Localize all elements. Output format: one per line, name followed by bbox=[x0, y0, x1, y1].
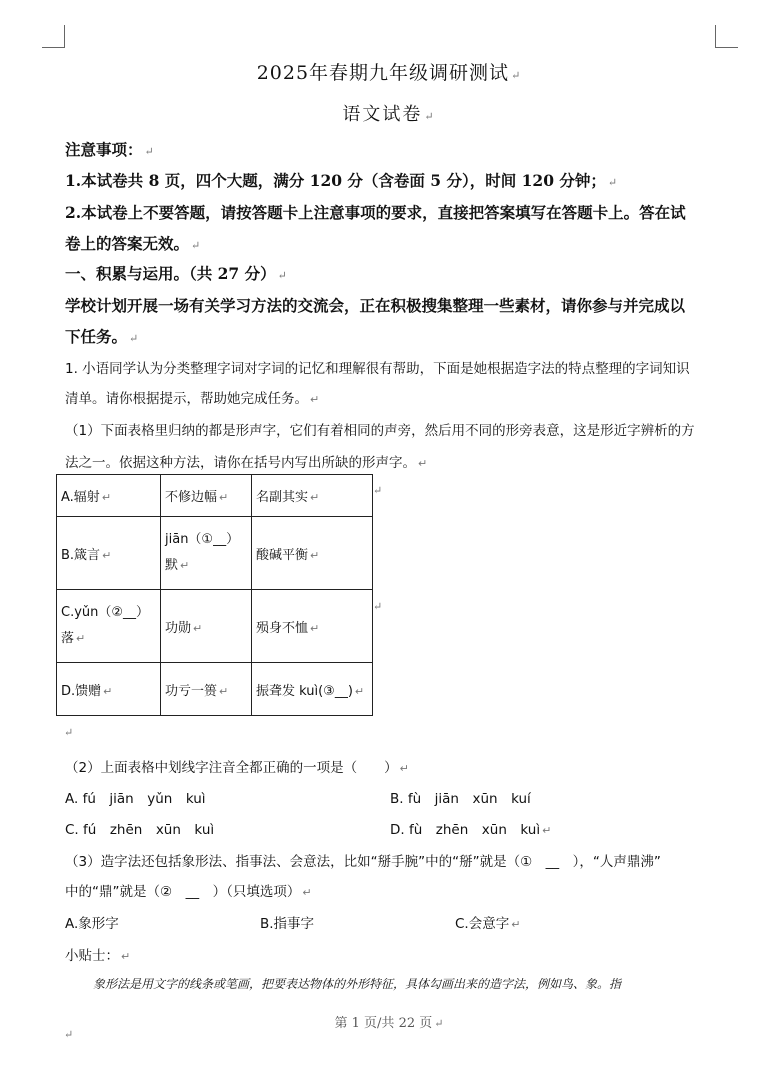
paragraph-mark: ↵ bbox=[64, 726, 74, 739]
notes-item-2-cont: 卷上的答案无效。 ↵ bbox=[65, 234, 201, 253]
question-3-option-c: C.会意字 ↵ bbox=[455, 916, 521, 932]
question-1-sub-1: （1）下面表格里归纳的都是形声字，它们有着相同的声旁，然后用不同的形旁表意，这是形近字辨析的方 bbox=[65, 423, 695, 439]
row-end-mark: ↵ bbox=[373, 600, 383, 613]
question-3-line-2: 中的“鼎”就是（② __ ）（只填选项） ↵ bbox=[65, 884, 312, 900]
tip-text: 象形法是用文字的线条或笔画，把要表达物体的外形特征，具体勾画出来的造字法，例如鸟、象。指 bbox=[93, 977, 622, 991]
exam-title: 2025年春期九年级调研测试 ↵ bbox=[256, 62, 522, 84]
notes-heading: 注意事项： ↵ bbox=[65, 140, 154, 159]
table-cell: jiān（①__）默 ↵ bbox=[161, 517, 252, 590]
crop-mark-top-right bbox=[715, 25, 738, 48]
question-1-line-2: 清单。请你根据提示，帮助她完成任务。 ↵ bbox=[65, 391, 320, 407]
section-intro-cont: 下任务。 ↵ bbox=[65, 327, 139, 346]
table-cell: 殒身不恤 ↵ bbox=[252, 590, 373, 663]
table-cell: 名副其实 ↵ bbox=[252, 475, 373, 517]
question-1-line-1: 1. 小语同学认为分类整理字词对字词的记忆和理解很有帮助，下面是她根据造字法的特点整理的字词知识 bbox=[65, 361, 690, 377]
table-cell: 不修边幅 ↵ bbox=[161, 475, 252, 517]
page-footer: 第 1 页/共 22 页 ↵ bbox=[334, 1016, 444, 1031]
tip-label: 小贴士： ↵ bbox=[65, 948, 131, 964]
character-table bbox=[56, 474, 373, 716]
table-cell: C.yǔn（②__）落 ↵ bbox=[57, 590, 161, 663]
table-row bbox=[57, 475, 373, 517]
notes-item-2: 2.本试卷上不要答题，请按答题卡上注意事项的要求，直接把答案填写在答题卡上。答在试 bbox=[65, 203, 686, 222]
table-cell: 振聋发 kuì(③__) ↵ bbox=[252, 663, 373, 716]
table-row bbox=[57, 517, 373, 590]
table-cell: B.箴言 ↵ bbox=[57, 517, 161, 590]
exam-subtitle: 语文试卷 ↵ bbox=[342, 104, 436, 125]
question-2-stem: （2）上面表格中划线字注音全都正确的一项是（ ） ↵ bbox=[65, 760, 409, 776]
question-2-option-d: D. fù zhēn xūn kuì ↵ bbox=[390, 822, 552, 838]
question-3-option-b: B.指事字 bbox=[260, 916, 315, 932]
table-cell: D.馈赠 ↵ bbox=[57, 663, 161, 716]
question-2-option-a: A. fú jiān yǔn kuì bbox=[65, 791, 206, 807]
question-3-line-1: （3）造字法还包括象形法、指事法、会意法，比如“掰手腕”中的“掰”就是（① __ ），“人声鼎沸” bbox=[65, 854, 661, 870]
table-row bbox=[57, 663, 373, 716]
question-2-option-c: C. fú zhēn xūn kuì bbox=[65, 822, 215, 838]
crop-mark-top-left bbox=[42, 25, 65, 48]
notes-item-1: 1.本试卷共 8 页，四个大题，满分 120 分（含卷面 5 分），时间 120 分钟； ↵ bbox=[65, 171, 618, 190]
question-1-sub-1-cont: 法之一。依据这种方法，请你在括号内写出所缺的形声字。 ↵ bbox=[65, 455, 428, 471]
table-cell: 酸碱平衡 ↵ bbox=[252, 517, 373, 590]
question-3-option-a: A.象形字 bbox=[65, 916, 119, 932]
paragraph-mark: ↵ bbox=[64, 1028, 74, 1041]
row-end-mark: ↵ bbox=[373, 484, 383, 497]
question-2-option-b: B. fù jiān xūn kuí bbox=[390, 791, 531, 807]
section-heading: 一、积累与运用。（共 27 分） ↵ bbox=[65, 264, 287, 283]
table-cell: 功勋 ↵ bbox=[161, 590, 252, 663]
table-cell: 功亏一篑 ↵ bbox=[161, 663, 252, 716]
section-intro: 学校计划开展一场有关学习方法的交流会，正在积极搜集整理一些素材，请你参与并完成以 bbox=[65, 296, 686, 315]
table-row bbox=[57, 590, 373, 663]
table-cell: A.辐射 ↵ bbox=[57, 475, 161, 517]
